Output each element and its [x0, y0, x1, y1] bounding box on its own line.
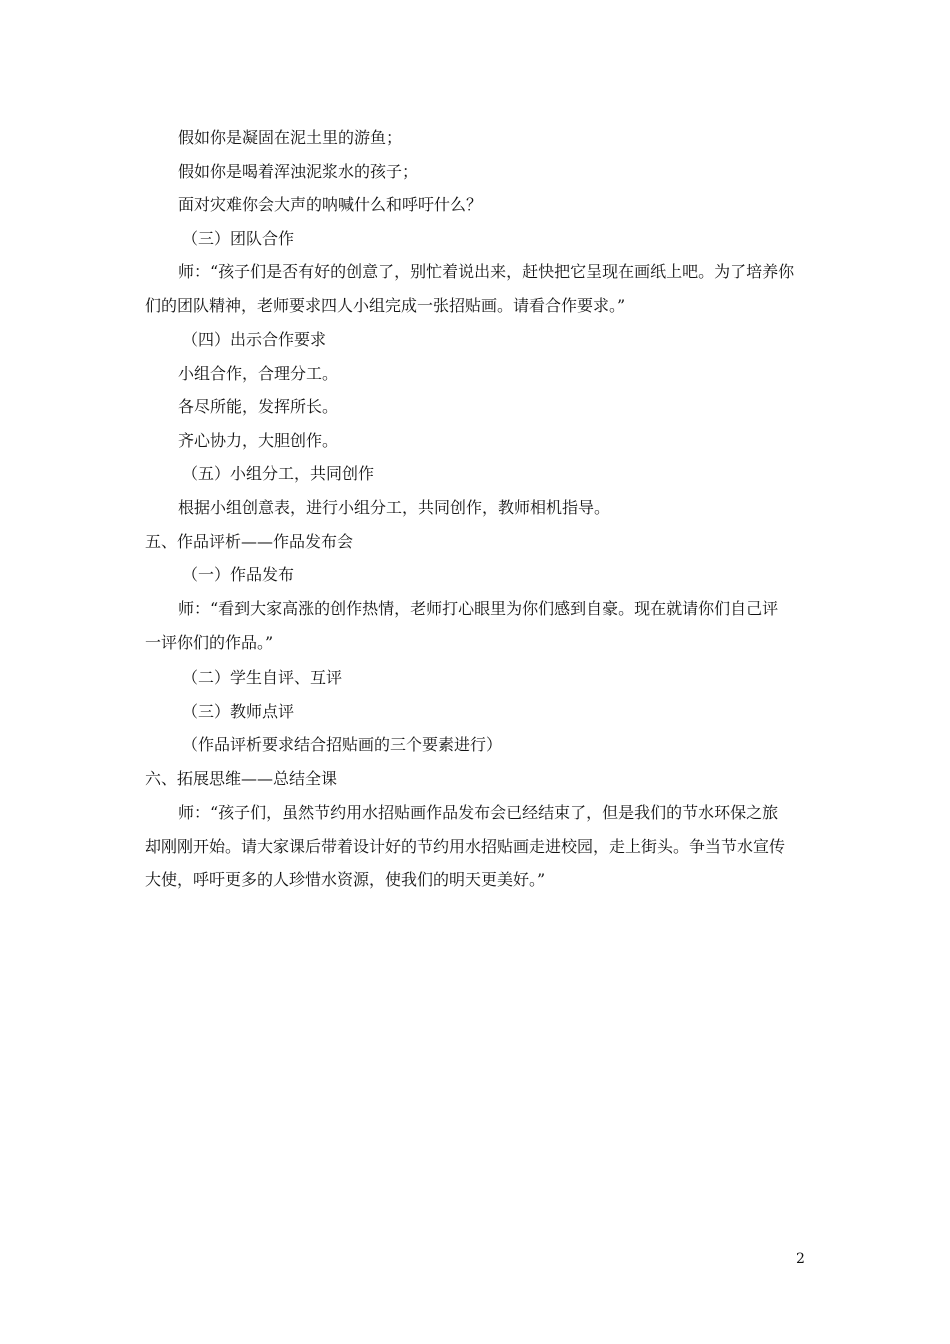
- body-text-line: 根据小组创意表，进行小组分工，共同创作，教师相机指导。: [178, 498, 611, 517]
- body-text-line: 师：“孩子们，虽然节约用水招贴画作品发布会已经结束了，但是我们的节水环保之旅: [178, 803, 779, 822]
- body-text-line: 假如你是喝着浑浊泥浆水的孩子；: [178, 162, 419, 181]
- body-text-line: 大使，呼吁更多的人珍惜水资源，使我们的明天更美好。”: [145, 870, 546, 889]
- body-text-line: 师：“看到大家高涨的创作热情，老师打心眼里为你们感到自豪。现在就请你们自己评: [178, 599, 779, 618]
- section-subheading: （一）作品发布: [182, 565, 295, 584]
- body-text-line: （作品评析要求结合招贴画的三个要素进行）: [182, 735, 503, 754]
- section-subheading: （五）小组分工，共同创作: [182, 464, 375, 483]
- body-text-line: 们的团队精神，老师要求四人小组完成一张招贴画。请看合作要求。”: [145, 296, 626, 315]
- body-text-line: 小组合作，合理分工。: [178, 364, 339, 383]
- section-heading: 六、拓展思维——总结全课: [145, 769, 338, 788]
- body-text-line: 假如你是凝固在泥土里的游鱼；: [178, 128, 403, 147]
- body-text-line: 一评你们的作品。”: [145, 633, 274, 652]
- body-text-line: 齐心协力，大胆创作。: [178, 431, 339, 450]
- section-subheading: （四）出示合作要求: [182, 330, 327, 349]
- body-text-line: 师：“孩子们是否有好的创意了，别忙着说出来，赶快把它呈现在画纸上吧。为了培养你: [178, 262, 795, 281]
- section-subheading: （二）学生自评、互评: [182, 668, 343, 687]
- body-text-line: 各尽所能，发挥所长。: [178, 397, 339, 416]
- body-text-line: 却刚刚开始。请大家课后带着设计好的节约用水招贴画走进校园，走上街头。争当节水宣传: [145, 837, 786, 856]
- section-subheading: （三）教师点评: [182, 702, 295, 721]
- page-number: 2: [796, 1251, 805, 1267]
- section-subheading: （三）团队合作: [182, 229, 295, 248]
- section-heading: 五、作品评析——作品发布会: [145, 532, 354, 551]
- body-text-line: 面对灾难你会大声的呐喊什么和呼吁什么？: [178, 195, 483, 214]
